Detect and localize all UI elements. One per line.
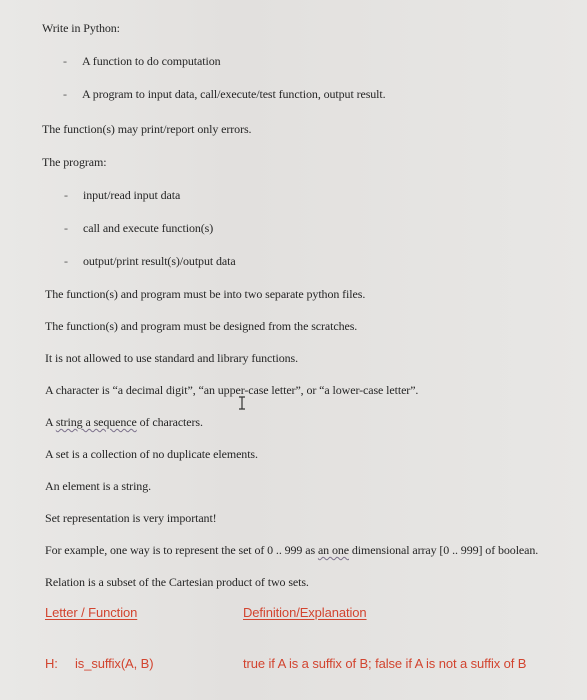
def-character: A character is “a decimal digit”, “an upper-case letter”, or “a lower-case letter”. (45, 383, 419, 397)
table-row-function: is_suffix(A, B) (75, 656, 154, 671)
table-row-letter: H: (45, 656, 58, 671)
bullet-dash: - (64, 188, 68, 202)
program-heading: The program: (42, 155, 107, 169)
text-cursor-icon (237, 396, 247, 410)
table-row-definition: true if A is a suffix of B; false if A is not a suffix of B (243, 656, 527, 671)
def-string-underlined: string a sequence (55, 415, 137, 429)
functions-note: The function(s) may print/report only errors. (42, 122, 252, 136)
def-set: A set is a collection of no duplicate elements. (45, 447, 258, 461)
table-header-letter-function: Letter / Function (45, 605, 138, 620)
example-prefix: For example, one way is to represent the set of 0 .. 999 as (45, 543, 318, 557)
heading: Write in Python: (42, 21, 120, 35)
relation-def: Relation is a subset of the Cartesian product of two sets. (45, 575, 309, 589)
top-bullet-program: A program to input data, call/execute/test function, output result. (82, 87, 386, 101)
rule-separate-files: The function(s) and program must be into two separate python files. (45, 287, 366, 301)
set-representation: Set representation is very important! (45, 511, 217, 525)
example-suffix: dimensional array [0 .. 999] of boolean. (349, 543, 539, 557)
top-bullet-function: A function to do computation (82, 54, 221, 68)
bullet-dash: - (63, 87, 67, 101)
example-underlined: an one (317, 543, 349, 557)
def-string-prefix: A (45, 415, 56, 429)
program-bullet-output: output/print result(s)/output data (83, 254, 236, 268)
bullet-dash: - (64, 254, 68, 268)
program-bullet-call: call and execute function(s) (83, 221, 214, 235)
bullet-dash: - (64, 221, 68, 235)
table-header-definition: Definition/Explanation (243, 605, 367, 620)
def-element: An element is a string. (45, 479, 152, 493)
rule-scratch: The function(s) and program must be designed from the scratches. (45, 319, 358, 333)
def-string-suffix: of characters. (136, 415, 203, 429)
bullet-dash: - (63, 54, 67, 68)
rule-no-library: It is not allowed to use standard and library functions. (45, 351, 299, 365)
def-string (45, 415, 203, 430)
program-bullet-input: input/read input data (83, 188, 181, 202)
example-representation (45, 543, 538, 558)
